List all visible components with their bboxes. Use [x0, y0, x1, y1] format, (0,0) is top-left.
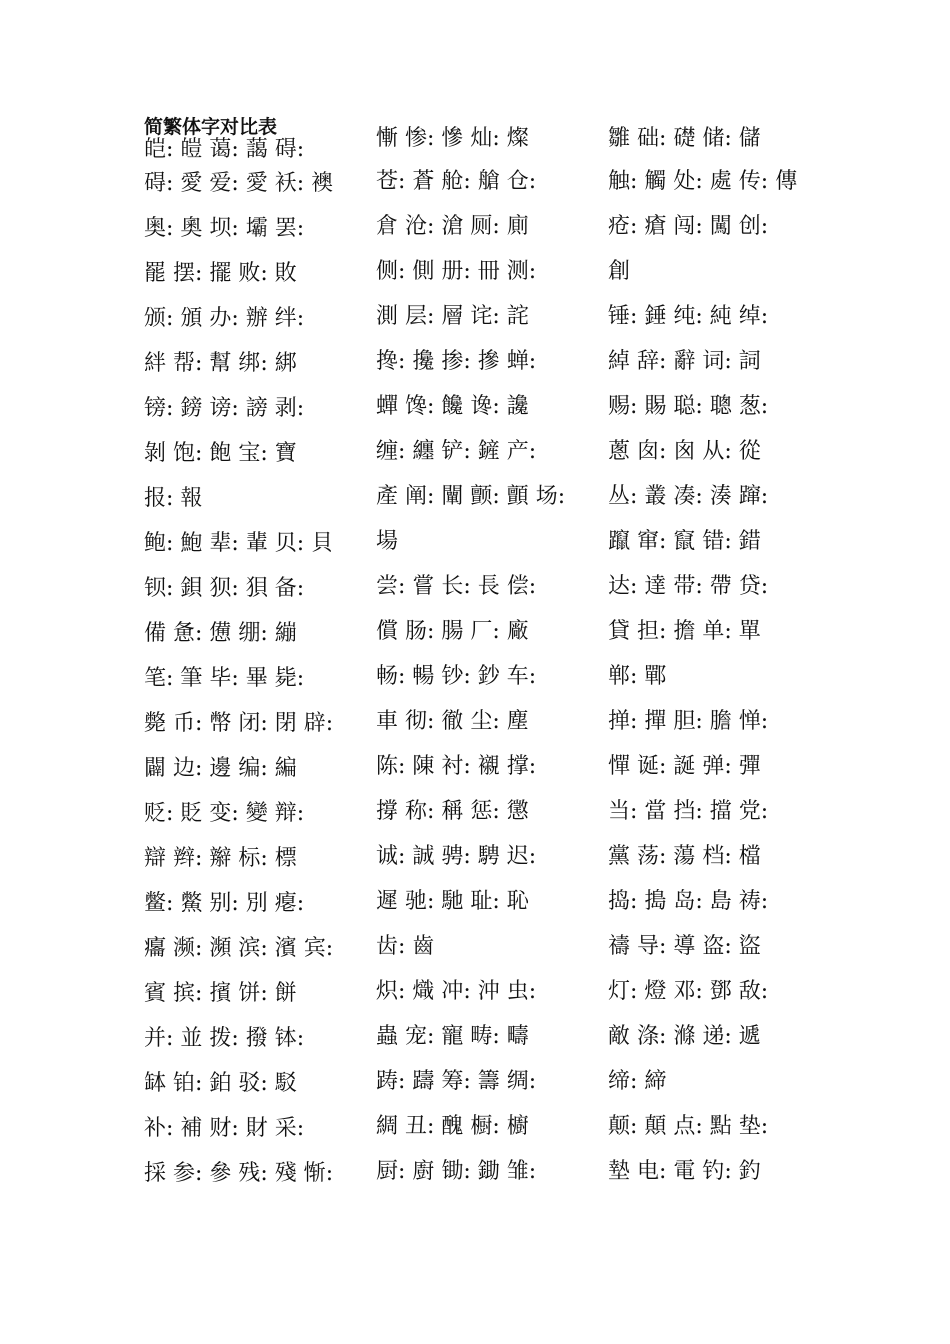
- text-line: 償 肠: 腸 厂: 廠: [376, 619, 529, 644]
- text-line: 贬: 貶 变: 變 辩:: [144, 801, 305, 826]
- text-line: 颠: 顛 点: 點 垫:: [608, 1114, 769, 1139]
- text-line: 侧: 側 册: 冊 测:: [376, 259, 537, 284]
- text-line: 达: 達 带: 帶 贷:: [608, 574, 769, 599]
- text-line: 癟 濒: 瀕 滨: 濱 宾:: [144, 936, 334, 961]
- column-3: [608, 119, 808, 1194]
- text-line: 鲍: 鮑 辈: 輩 贝: 貝: [144, 531, 334, 556]
- text-line: 苍: 蒼 舱: 艙 仓:: [376, 169, 537, 194]
- text-line: 絆 帮: 幫 绑: 綁: [144, 351, 297, 376]
- text-line: 雛 础: 礎 储: 儲: [608, 126, 761, 151]
- page-title: 简繁体字对比表: [144, 116, 278, 138]
- text-line: 灯: 燈 邓: 鄧 敌:: [608, 979, 769, 1004]
- text-line: 場: [376, 529, 399, 554]
- text-line: 笔: 筆 毕: 畢 毙:: [144, 666, 305, 691]
- text-line: 缔: 締: [608, 1069, 667, 1094]
- text-line: 疮: 瘡 闯: 闖 创:: [608, 214, 769, 239]
- text-line: 綢 丑: 醜 橱: 櫥: [376, 1114, 529, 1139]
- text-line: 缠: 纏 铲: 鏟 产:: [376, 439, 537, 464]
- text-line: 倉 沧: 滄 厕: 廁: [376, 214, 529, 239]
- text-line: 遲 驰: 馳 耻: 恥: [376, 889, 529, 914]
- text-line: 賓 摈: 擯 饼: 餅: [144, 981, 297, 1006]
- text-line: 丛: 叢 凑: 湊 蹿:: [608, 484, 769, 509]
- text-line: 赐: 賜 聪: 聰 葱:: [608, 394, 769, 419]
- text-line: 搀: 攙 掺: 摻 蝉:: [376, 349, 537, 374]
- text-line: 畅: 暢 钞: 鈔 车:: [376, 664, 537, 689]
- text-line: 綽 辞: 辭 词: 詞: [608, 349, 761, 374]
- text-line: 蟲 宠: 寵 畴: 疇: [376, 1024, 529, 1049]
- text-line: 車 彻: 徹 尘: 塵: [376, 709, 529, 734]
- text-line: 罷 摆: 擺 败: 敗: [144, 261, 297, 286]
- text-line: 憚 诞: 誕 弹: 彈: [608, 754, 761, 779]
- text-line: 產 阐: 闡 颤: 顫 场:: [376, 484, 566, 509]
- text-line: 钡: 鋇 狈: 狽 备:: [144, 576, 305, 601]
- text-line: 触: 觸 处: 處 传: 傳: [608, 169, 798, 194]
- text-line: 蟬 馋: 饞 谗: 讒: [376, 394, 529, 419]
- text-line: 诚: 誠 骋: 騁 迟:: [376, 844, 537, 869]
- text-line: 齿: 齒: [376, 934, 435, 959]
- text-line: 墊 电: 電 钓: 釣: [608, 1159, 761, 1184]
- text-line: 測 层: 層 诧: 詫: [376, 304, 529, 329]
- text-line: 禱 导: 導 盗: 盜: [608, 934, 761, 959]
- text-line: 貸 担: 擔 单: 單: [608, 619, 761, 644]
- text-line: 躥 窜: 竄 错: 錯: [608, 529, 761, 554]
- text-line: 創: [608, 259, 631, 284]
- text-line: 掸: 撣 胆: 膽 惮:: [608, 709, 769, 734]
- text-line: 剝 饱: 飽 宝: 寶: [144, 441, 297, 466]
- text-line: 鳖: 鱉 别: 別 瘪:: [144, 891, 305, 916]
- text-line: 缽 铂: 鉑 驳: 駁: [144, 1071, 297, 1096]
- column-2: [376, 119, 586, 1194]
- text-line: 皑: 皚 蔼: 藹 碍:: [144, 137, 305, 162]
- text-line: 闢 边: 邊 编: 編: [144, 756, 297, 781]
- text-line: 镑: 鎊 谤: 謗 剥:: [144, 396, 305, 421]
- text-line: 捣: 搗 岛: 島 祷:: [608, 889, 769, 914]
- text-line: 奥: 奧 坝: 壩 罢:: [144, 216, 305, 241]
- text-line: 碍: 愛 爱: 愛 袄: 襖: [144, 171, 334, 196]
- text-line: 尝: 嘗 长: 長 偿:: [376, 574, 537, 599]
- text-line: 敵 涤: 滌 递: 遞: [608, 1024, 761, 1049]
- text-line: 郸: 鄲: [608, 664, 667, 689]
- text-line: 并: 並 拨: 撥 钵:: [144, 1026, 305, 1051]
- text-line: 備 惫: 憊 绷: 繃: [144, 621, 297, 646]
- text-line: 辯 辫: 辮 标: 標: [144, 846, 297, 871]
- column-1: [144, 116, 354, 1196]
- text-line: 蔥 囱: 囪 从: 從: [608, 439, 761, 464]
- text-line: 踌: 躊 筹: 籌 绸:: [376, 1069, 537, 1094]
- text-line: 当: 當 挡: 擋 党:: [608, 799, 769, 824]
- text-line: 炽: 熾 冲: 沖 虫:: [376, 979, 537, 1004]
- text-line: 撐 称: 稱 惩: 懲: [376, 799, 529, 824]
- text-line: 斃 币: 幣 闭: 閉 辟:: [144, 711, 334, 736]
- text-line: 报: 報: [144, 486, 203, 511]
- text-line: 陈: 陳 衬: 襯 撑:: [376, 754, 537, 779]
- text-line: 採 参: 參 残: 殘 惭:: [144, 1161, 334, 1186]
- text-line: 锤: 錘 纯: 純 绰:: [608, 304, 769, 329]
- text-line: 慚 惨: 慘 灿: 燦: [376, 126, 529, 151]
- text-line: 补: 補 财: 財 采:: [144, 1116, 305, 1141]
- text-line: 厨: 廚 锄: 鋤 雏:: [376, 1159, 537, 1184]
- text-line: 黨 荡: 蕩 档: 檔: [608, 844, 761, 869]
- text-line: 颁: 頒 办: 辦 绊:: [144, 306, 305, 331]
